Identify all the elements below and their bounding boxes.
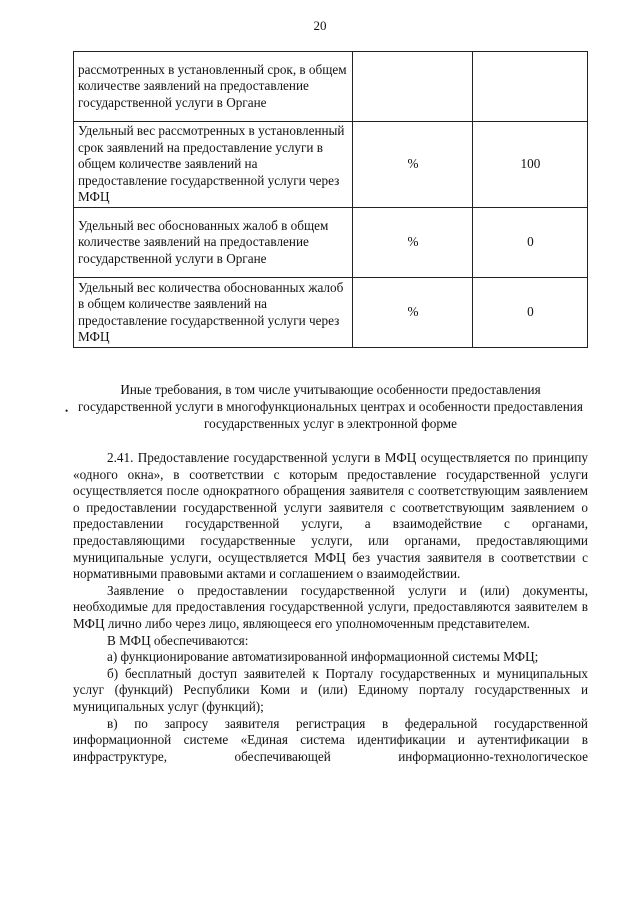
table-row [74,52,588,122]
paragraph: Заявление о предоставлении государственной услуги и (или) документы, необходимые для предоставления государственной услуги, предоставляются заявителем в МФЦ лично либо через лицо, являющееся его уполномоченным представителем. [73,582,588,631]
indicator-value [472,52,587,122]
indicator-name: Удельный вес обоснованных жалоб в общем количестве заявлений на предоставление государственной услуги в Органе [74,208,353,278]
page-number: 20 [313,18,327,33]
indicator-value: 0 [472,208,587,278]
indicator-unit: % [353,208,473,278]
indicator-value: 100 [472,122,587,208]
table-row [74,208,588,278]
indicator-unit [353,52,473,122]
paragraph: в) по запросу заявителя регистрация в федеральной государственной информационной системе «Единая система идентификации и аутентификации в инфраструктуре, обеспечивающей информационно-технологическое [73,715,588,764]
indicator-unit: % [353,278,473,348]
paragraph: 2.41. Предоставление государственной услуги в МФЦ осуществляется по принципу «одного окна», в соответствии с которым предоставление государственной услуги осуществляется после однократного обращения заявителя с соответствующим заявлением о предоставлении государственной услуги заявителя с соответствующим заявлением о предоставлении государственной услуги, а взаимодействие с органами, предоставляющими государственные услуги, или органами, предоставляющими муниципальные услуги, осуществляется МФЦ без участия заявителя в соответствии с нормативными правовыми актами и соглашением о взаимодействии. [73,450,588,582]
stray-mark: • [65,406,69,416]
paragraph: В МФЦ обеспечиваются: [107,632,249,648]
indicator-unit: % [353,122,473,208]
indicator-value: 0 [472,278,587,348]
paragraph: а) функционирование автоматизированной информационной системы МФЦ; [107,649,539,665]
table-row [74,278,588,348]
table-row [74,122,588,208]
indicators-table [73,51,588,348]
section-heading: Иные требования, в том числе учитывающие особенности предоставления государственной услуги в многофункциональных центрах и особенности предоставления государственных услуг в электронной форме [78,382,583,431]
paragraph: б) бесплатный доступ заявителей к Порталу государственных и муниципальных услуг (функций) Республики Коми и (или) Единому порталу государственных и муниципальных услуг (функций); [73,665,588,714]
indicator-name: Удельный вес рассмотренных в установленный срок заявлений на предоставление услуги в общем количестве заявлений на предоставление государственной услуги через МФЦ [74,122,353,208]
indicator-name: рассмотренных в установленный срок, в общем количестве заявлений на предоставление государственной услуги в Органе [74,52,353,122]
body-text [73,450,588,765]
indicator-name: Удельный вес количества обоснованных жалоб в общем количестве заявлений на предоставление государственной услуги через МФЦ [74,278,353,348]
